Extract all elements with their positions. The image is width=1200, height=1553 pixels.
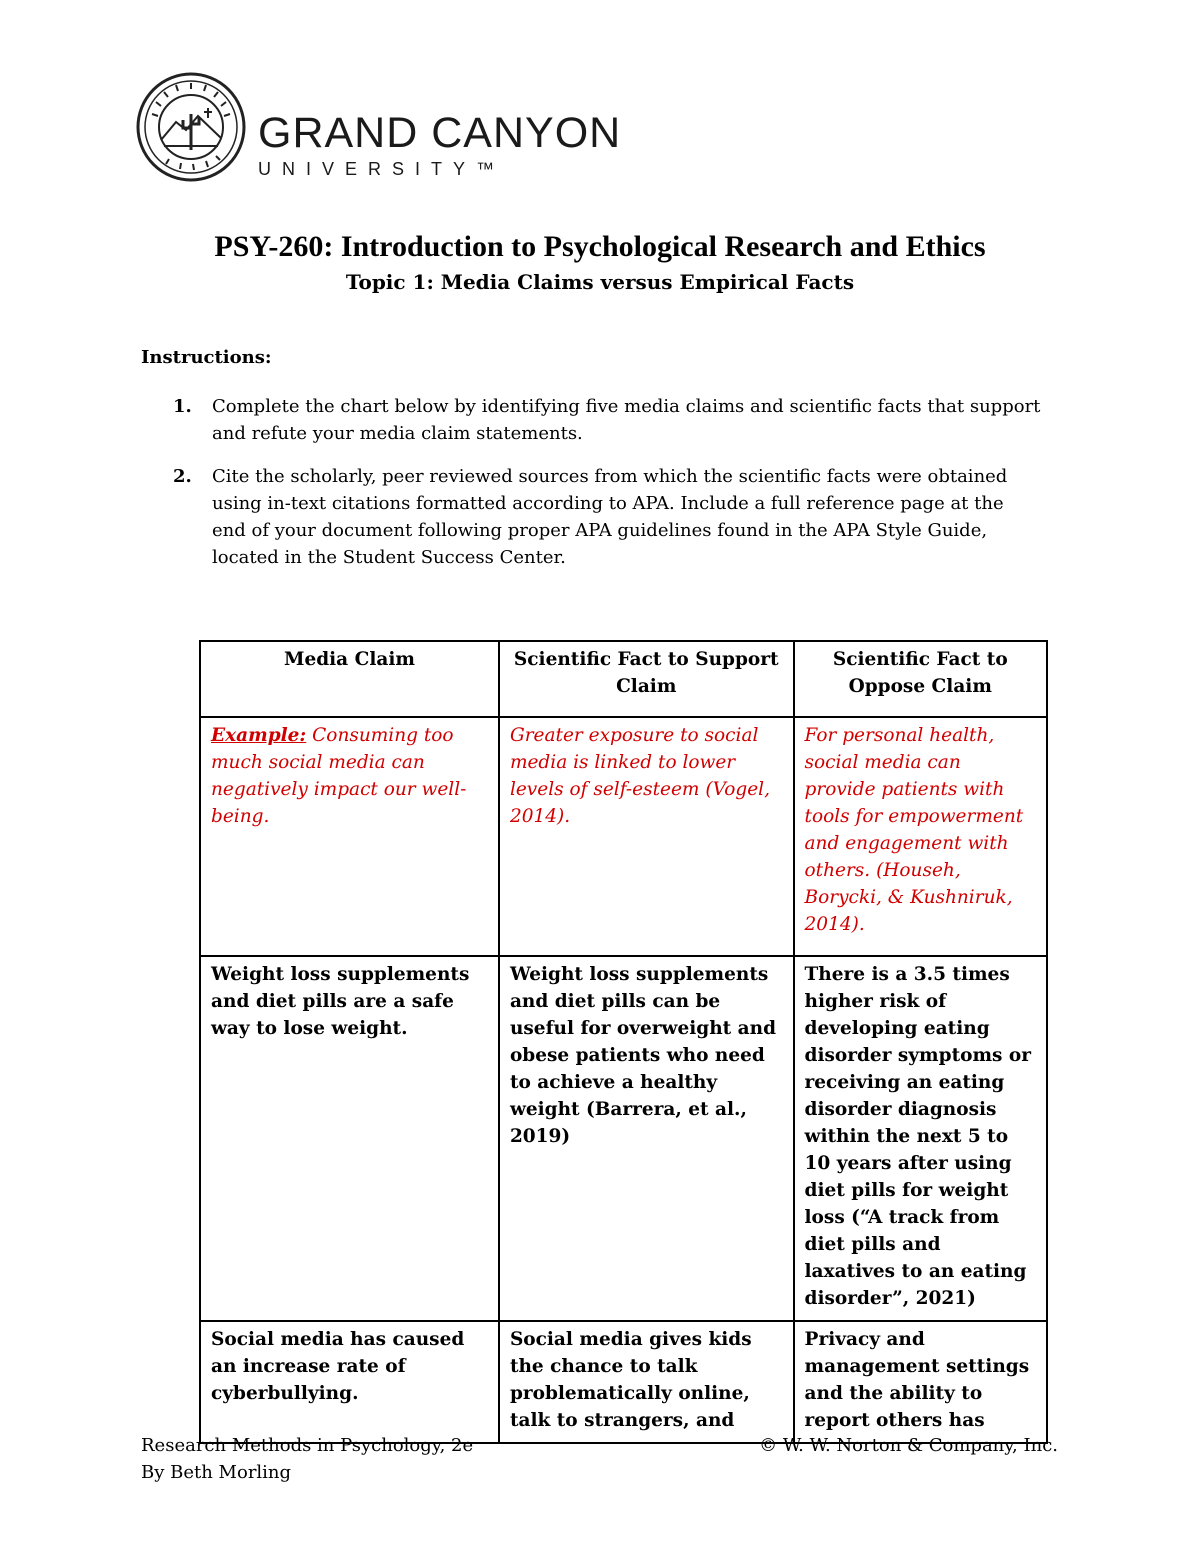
- example-label: Example:: [211, 725, 307, 746]
- instruction-item: [141, 463, 1041, 571]
- university-seal-icon: [136, 72, 246, 182]
- footer-left: [141, 1432, 473, 1486]
- instruction-item: [141, 393, 1041, 447]
- claim-cell: Social media has caused an increase rate of cyberbullying.: [200, 1321, 499, 1443]
- logo-wordmark-name: GRAND CANYON: [258, 109, 622, 157]
- table-row: [200, 1321, 1047, 1443]
- support-cell: Weight loss supplements and diet pills can be useful for overweight and obese patients who need to achieve a healthy weight (Barrera, et al., 2019): [499, 956, 794, 1321]
- footer-author: By Beth Morling: [141, 1462, 292, 1483]
- header-support-fact: Scientific Fact to Support Claim: [499, 641, 794, 717]
- instruction-text: Complete the chart below by identifying five media claims and scientific facts that support and refute your media claim statements.: [212, 396, 1041, 444]
- university-logo: [136, 72, 626, 182]
- header-oppose-fact: Scientific Fact to Oppose Claim: [794, 641, 1047, 717]
- page-title: PSY-260: Introduction to Psychological Research and Ethics: [214, 230, 986, 263]
- table-row-example: [200, 717, 1047, 956]
- instruction-number: 2.: [173, 466, 192, 487]
- oppose-cell: Privacy and management settings and the ability to report others has: [794, 1321, 1047, 1443]
- example-claim-cell: [200, 717, 499, 956]
- instruction-text: Cite the scholarly, peer reviewed sources from which the scientific facts were obtained using in-text citations formatted according to APA. Include a full reference page at the end of your document following proper APA guidelines found in the APA Style Guide, located in the Student Success Center.: [212, 466, 1008, 568]
- logo-wordmark-university: UNIVERSITY™: [258, 159, 506, 179]
- instruction-number: 1.: [173, 396, 192, 417]
- example-claim-text: Consuming too much social media can negatively impact our well-being.: [211, 725, 467, 827]
- example-support-cell: Greater exposure to social media is linked to lower levels of self-esteem (Vogel, 2014).: [499, 717, 794, 956]
- claim-cell: Weight loss supplements and diet pills are a safe way to lose weight.: [200, 956, 499, 1321]
- oppose-cell: There is a 3.5 times higher risk of developing eating disorder symptoms or receiving an eating disorder diagnosis within the next 5 to 10 years after using diet pills for weight loss (“A track from diet pills and laxatives to an eating disorder”, 2021): [794, 956, 1047, 1321]
- footer-copyright: © W. W. Norton & Company, Inc.: [759, 1435, 1058, 1456]
- page-subtitle: Topic 1: Media Claims versus Empirical Facts: [345, 270, 855, 294]
- instructions-heading: Instructions:: [141, 347, 272, 368]
- footer-book-title: Research Methods in Psychology, 2e: [141, 1435, 474, 1456]
- support-cell: Social media gives kids the chance to talk problematically online, talk to strangers, and: [499, 1321, 794, 1443]
- instructions-list: [141, 393, 1041, 587]
- header-media-claim: Media Claim: [200, 641, 499, 717]
- table-header-row: [200, 641, 1047, 717]
- table-row: [200, 956, 1047, 1321]
- example-oppose-cell: For personal health, social media can provide patients with tools for empowerment and engagement with others. (Househ, Borycki, & Kushniruk, 2014).: [794, 717, 1047, 956]
- claims-table: [199, 640, 1048, 1444]
